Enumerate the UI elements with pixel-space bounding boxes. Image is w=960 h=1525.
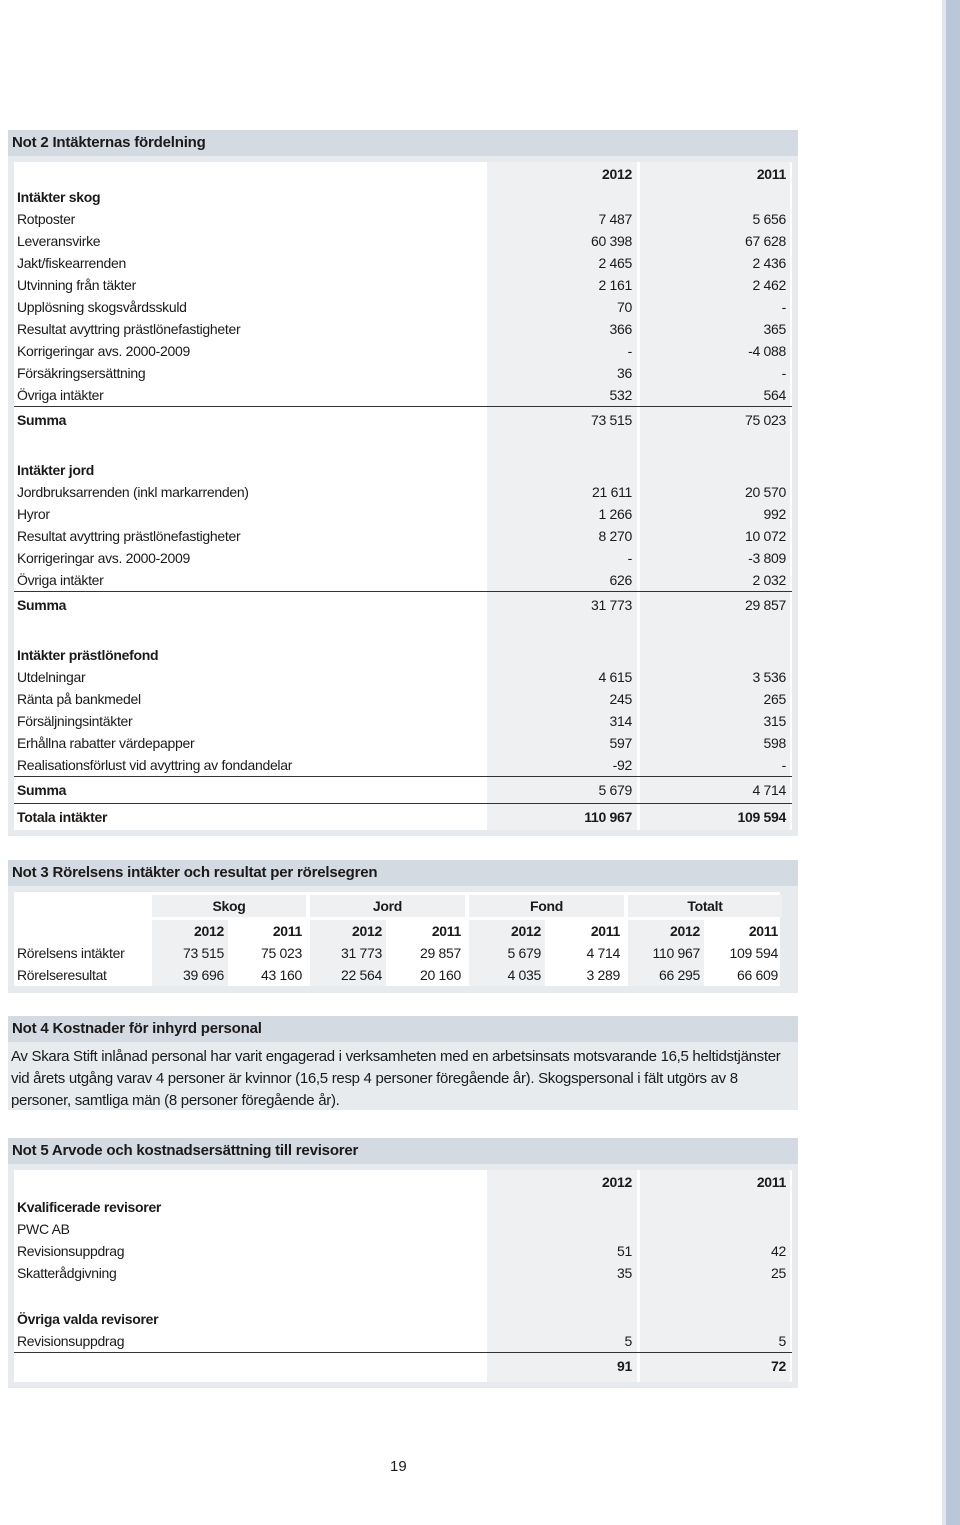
table-cell: 4 714 xyxy=(586,945,620,961)
group-jord: Jord xyxy=(310,895,465,917)
note-4-title: Not 4 Kostnader för inhyrd personal xyxy=(8,1016,798,1042)
table-row: Revisionsuppdrag 51 42 xyxy=(17,1243,786,1259)
page-number: 19 xyxy=(390,1458,407,1475)
row-label-rorelsens-intakter: Rörelsens intäkter xyxy=(17,945,125,961)
table-cell: 43 160 xyxy=(260,967,302,983)
year-cell: 2012 xyxy=(469,920,545,942)
table-row: Resultat avyttring prästlönefastigheter 366 365 xyxy=(17,321,786,337)
note-3-title: Not 3 Rörelsens intäkter och resultat per rörelsegren xyxy=(8,860,798,886)
table-cell: 73 515 xyxy=(152,942,228,964)
totala-intakter-row: Totala intäkter 110 967 109 594 xyxy=(14,803,792,830)
group-skog: Skog xyxy=(152,895,306,917)
group-fond: Fond xyxy=(469,895,624,917)
table-row: Revisionsuppdrag 5 5 xyxy=(17,1333,786,1349)
note-4-text xyxy=(8,1042,798,1120)
note-2-title: Not 2 Intäkternas fördelning xyxy=(8,130,798,156)
table-cell: 3 289 xyxy=(586,967,620,983)
fond-summa-row: Summa 5 679 4 714 xyxy=(14,776,792,803)
year-cell: 2011 xyxy=(431,923,461,939)
year-2011: 2011 xyxy=(756,1174,786,1190)
table-row: Utdelningar 4 615 3 536 xyxy=(17,669,786,685)
table-row: Erhållna rabatter värdepapper 597 598 xyxy=(17,735,786,751)
table-cell: 110 967 xyxy=(628,942,704,964)
year-cell: 2011 xyxy=(748,923,778,939)
skog-summa-row: Summa 73 515 75 023 xyxy=(14,406,792,433)
note-5-total-row: 91 72 xyxy=(14,1352,792,1379)
jord-header: Intäkter jord xyxy=(17,462,95,478)
note-4-section xyxy=(8,1016,798,1110)
table-cell: 75 023 xyxy=(260,945,302,961)
note-3-table xyxy=(14,892,780,986)
table-cell: 66 295 xyxy=(628,964,704,986)
note-4-line: vid årets utgång varav 4 personer är kvinnor (16,5 resp 4 personer föregående år). Skogspersonal i fält utgörs av 8 xyxy=(11,1070,738,1087)
year-cell: 2012 xyxy=(152,920,228,942)
year-2012: 2012 xyxy=(602,166,632,182)
year-header-row xyxy=(14,1170,792,1194)
note-4-line: Av Skara Stift inlånad personal har varit engagerad i verksamheten med en arbetsinsats motsvarande 16,5 heltidstjänster xyxy=(11,1048,781,1065)
ovriga-header: Övriga valda revisorer xyxy=(17,1311,159,1327)
note-5-table xyxy=(14,1170,792,1382)
table-cell: 5 679 xyxy=(469,942,545,964)
kval-header: Kvalificerade revisorer xyxy=(17,1199,162,1215)
table-row: Leveransvirke 60 398 67 628 xyxy=(17,233,786,249)
table-row: Jordbruksarrenden (inkl markarrenden) 21 611 20 570 xyxy=(17,484,786,500)
year-header-row xyxy=(14,162,792,186)
fond-header: Intäkter prästlönefond xyxy=(17,647,159,663)
group-totalt: Totalt xyxy=(628,895,782,917)
year-2012: 2012 xyxy=(602,1174,632,1190)
year-2011: 2011 xyxy=(756,166,786,182)
note-5-section xyxy=(8,1138,798,1388)
page-edge-bar xyxy=(946,0,960,1525)
pwc-row: PWC AB xyxy=(17,1221,70,1237)
table-cell: 20 160 xyxy=(419,967,461,983)
table-row: Resultat avyttring prästlönefastigheter 8 270 10 072 xyxy=(17,528,786,544)
table-cell: 39 696 xyxy=(152,964,228,986)
year-cell: 2011 xyxy=(590,923,620,939)
table-row: Hyror 1 266 992 xyxy=(17,506,786,522)
note-5-title: Not 5 Arvode och kostnadsersättning till revisorer xyxy=(8,1138,798,1164)
note-3-section xyxy=(8,860,798,993)
note-2-table xyxy=(14,162,792,830)
table-row: Jakt/fiskearrenden 2 465 2 436 xyxy=(17,255,786,271)
jord-summa-row: Summa 31 773 29 857 xyxy=(14,591,792,618)
table-row: Rotposter 7 487 5 656 xyxy=(17,211,786,227)
skog-header: Intäkter skog xyxy=(17,189,101,205)
table-row: Korrigeringar avs. 2000-2009 - -4 088 xyxy=(17,343,786,359)
table-row: Upplösning skogsvårdsskuld 70 - xyxy=(17,299,786,315)
table-row: Korrigeringar avs. 2000-2009 - -3 809 xyxy=(17,550,786,566)
table-row: Skatterådgivning 35 25 xyxy=(17,1265,786,1281)
year-cell: 2012 xyxy=(310,920,386,942)
table-row: Utvinning från täkter 2 161 2 462 xyxy=(17,277,786,293)
note-2-section xyxy=(8,130,798,836)
table-cell: 22 564 xyxy=(310,964,386,986)
table-cell: 31 773 xyxy=(310,942,386,964)
table-row: Försäkringsersättning 36 - xyxy=(17,365,786,381)
table-row: Övriga intäkter 626 2 032 xyxy=(17,572,786,588)
table-cell: 109 594 xyxy=(729,945,778,961)
table-cell: 4 035 xyxy=(469,964,545,986)
note-4-line: personer, samtliga män (8 personer föregående år). xyxy=(11,1092,340,1109)
table-row: Övriga intäkter 532 564 xyxy=(17,387,786,403)
row-label-rorelseresultat: Rörelseresultat xyxy=(17,967,107,983)
year-cell: 2011 xyxy=(272,923,302,939)
table-row: Ränta på bankmedel 245 265 xyxy=(17,691,786,707)
table-cell: 29 857 xyxy=(419,945,461,961)
table-row: Försäljningsintäkter 314 315 xyxy=(17,713,786,729)
year-cell: 2012 xyxy=(628,920,704,942)
table-cell: 66 609 xyxy=(736,967,778,983)
table-row: Realisationsförlust vid avyttring av fondandelar -92 - xyxy=(17,757,786,773)
